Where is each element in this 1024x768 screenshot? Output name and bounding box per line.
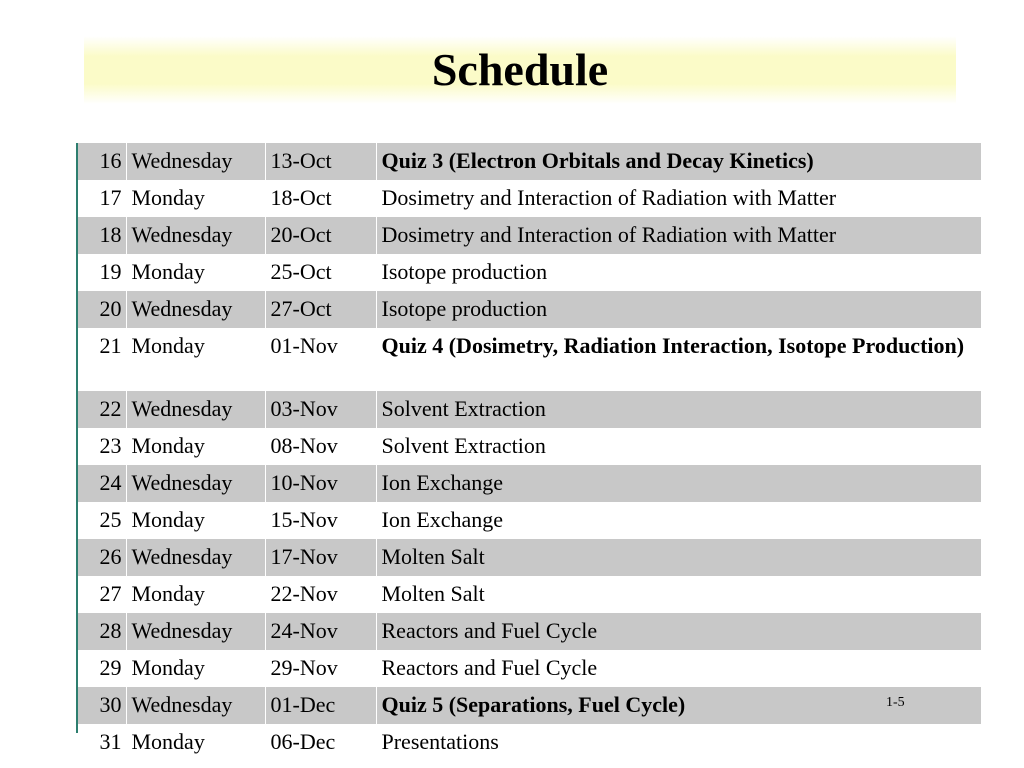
day-cell: Wednesday xyxy=(126,465,265,502)
row-number-cell: 18 xyxy=(78,217,126,254)
row-number-cell: 21 xyxy=(78,328,126,391)
topic-cell: Dosimetry and Interaction of Radiation with Matter xyxy=(376,217,981,254)
schedule-table-frame xyxy=(76,143,981,754)
slide-number: 1-5 xyxy=(886,695,905,710)
table-row xyxy=(78,650,981,687)
date-cell: 22-Nov xyxy=(265,576,376,613)
day-cell: Wednesday xyxy=(126,143,265,180)
topic-cell: Quiz 4 (Dosimetry, Radiation Interaction, Isotope Production) xyxy=(376,328,981,391)
date-cell: 01-Dec xyxy=(265,687,376,724)
date-cell: 10-Nov xyxy=(265,465,376,502)
row-number-cell: 29 xyxy=(78,650,126,687)
row-number-cell: 30 xyxy=(78,687,126,724)
day-cell: Monday xyxy=(126,180,265,217)
row-number-cell: 20 xyxy=(78,291,126,328)
date-cell: 01-Nov xyxy=(265,328,376,391)
table-row xyxy=(78,217,981,254)
topic-cell: Quiz 3 (Electron Orbitals and Decay Kinetics) xyxy=(376,143,981,180)
topic-cell: Reactors and Fuel Cycle xyxy=(376,650,981,687)
day-cell: Wednesday xyxy=(126,539,265,576)
date-cell: 29-Nov xyxy=(265,650,376,687)
topic-cell: Solvent Extraction xyxy=(376,428,981,465)
table-row xyxy=(78,291,981,328)
row-number-cell: 23 xyxy=(78,428,126,465)
day-cell: Wednesday xyxy=(126,291,265,328)
topic-cell: Solvent Extraction xyxy=(376,391,981,428)
table-row xyxy=(78,576,981,613)
topic-cell: Dosimetry and Interaction of Radiation with Matter xyxy=(376,180,981,217)
date-cell: 18-Oct xyxy=(265,180,376,217)
row-number-cell: 22 xyxy=(78,391,126,428)
topic-cell: Isotope production xyxy=(376,291,981,328)
day-cell: Monday xyxy=(126,650,265,687)
row-number-cell: 24 xyxy=(78,465,126,502)
table-row xyxy=(78,180,981,217)
table-row xyxy=(78,502,981,539)
title-band xyxy=(84,36,956,104)
day-cell: Monday xyxy=(126,328,265,391)
table-row xyxy=(78,328,981,391)
date-cell: 25-Oct xyxy=(265,254,376,291)
row-number-cell: 31 xyxy=(78,724,126,761)
table-row xyxy=(78,465,981,502)
day-cell: Monday xyxy=(126,724,265,761)
date-cell: 06-Dec xyxy=(265,724,376,761)
date-cell: 03-Nov xyxy=(265,391,376,428)
table-row xyxy=(78,254,981,291)
date-cell: 08-Nov xyxy=(265,428,376,465)
topic-cell: Ion Exchange xyxy=(376,502,981,539)
row-number-cell: 25 xyxy=(78,502,126,539)
topic-cell: Presentations xyxy=(376,724,981,761)
date-cell: 17-Nov xyxy=(265,539,376,576)
row-number-cell: 19 xyxy=(78,254,126,291)
day-cell: Wednesday xyxy=(126,687,265,724)
topic-cell: Isotope production xyxy=(376,254,981,291)
row-number-cell: 17 xyxy=(78,180,126,217)
day-cell: Monday xyxy=(126,428,265,465)
day-cell: Monday xyxy=(126,254,265,291)
topic-cell: Quiz 5 (Separations, Fuel Cycle) xyxy=(376,687,981,724)
table-row xyxy=(78,613,981,650)
row-number-cell: 16 xyxy=(78,143,126,180)
topic-cell: Ion Exchange xyxy=(376,465,981,502)
day-cell: Wednesday xyxy=(126,391,265,428)
day-cell: Wednesday xyxy=(126,217,265,254)
date-cell: 27-Oct xyxy=(265,291,376,328)
table-row xyxy=(78,428,981,465)
schedule-table-body xyxy=(78,143,981,761)
table-row xyxy=(78,687,981,724)
date-cell: 24-Nov xyxy=(265,613,376,650)
date-cell: 13-Oct xyxy=(265,143,376,180)
topic-cell: Molten Salt xyxy=(376,539,981,576)
topic-cell: Reactors and Fuel Cycle xyxy=(376,613,981,650)
day-cell: Wednesday xyxy=(126,613,265,650)
table-row xyxy=(78,539,981,576)
row-number-cell: 26 xyxy=(78,539,126,576)
page-title: Schedule xyxy=(431,44,609,95)
day-cell: Monday xyxy=(126,576,265,613)
table-row xyxy=(78,391,981,428)
day-cell: Monday xyxy=(126,502,265,539)
row-number-cell: 27 xyxy=(78,576,126,613)
table-row xyxy=(78,724,981,761)
row-number-cell: 28 xyxy=(78,613,126,650)
date-cell: 20-Oct xyxy=(265,217,376,254)
topic-cell: Molten Salt xyxy=(376,576,981,613)
date-cell: 15-Nov xyxy=(265,502,376,539)
schedule-table xyxy=(78,143,982,761)
table-row xyxy=(78,143,981,180)
